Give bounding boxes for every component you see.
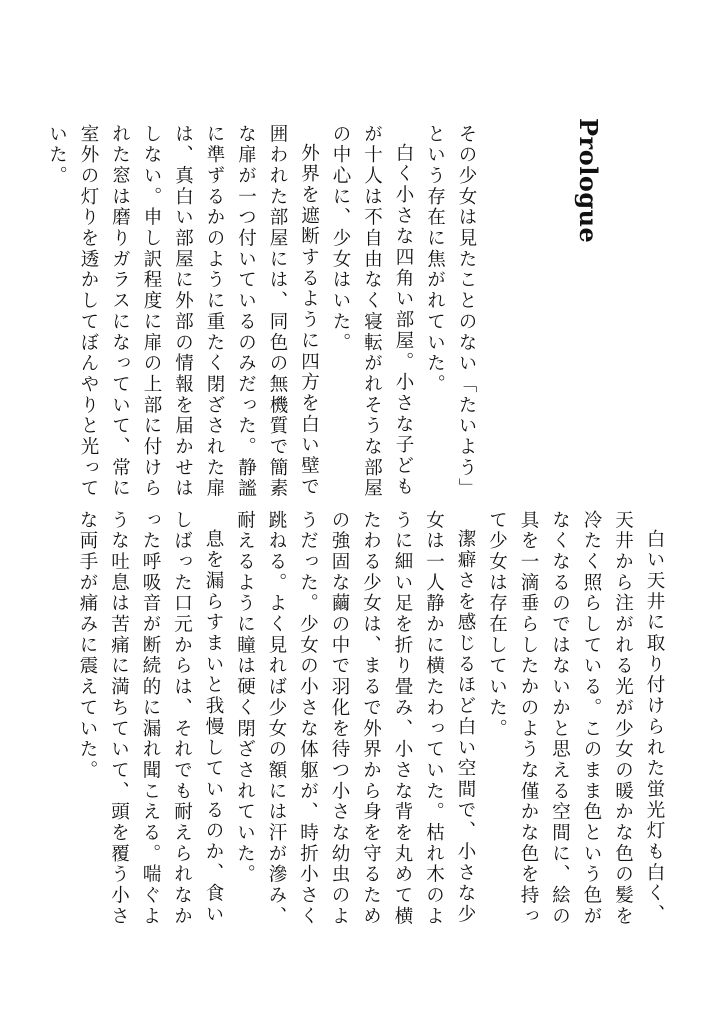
paragraph-5: 潔癖さを感じるほど白い空間で、小さな少女は一人静かに横たわっていた。枯れ木のように細い足を折り畳み、小さな背を丸めて横たわる少女は、まるで外界から身を守るための強固な繭の中で羽化を待つ小さな幼虫のようだった。少女の小さな体躯が、時折小さく跳ねる。よく見れば少女の額には汗が滲み、耐えるように瞳は硬く閉ざされていた。 xyxy=(234,510,476,927)
paragraph-6: 息を漏らすまいと我慢しているのか、食いしばった口元からは、それでも耐えられなかった呼吸音が断続的に漏れ聞こえる。喘ぐような吐息は苦痛に満ちていて、頭を覆う小さな両手が痛みに震えていた。 xyxy=(77,510,224,927)
paragraph-3: 外界を遮断するように四方を白い壁で囲われた部屋には、同色の無機質で簡素な扉が一つ付いているのみだった。静謐に準ずるかのように重たく閉ざされた扉は、真白い部屋に外部の情報を届かせはしない。申し訳程度に扉の上部に付けられた窓は磨りガラスになっていて、常に室外の灯りを透かしてぼんやりと光っていた。 xyxy=(46,124,320,500)
paragraph-4: 白い天井に取り付けられた蛍光灯も白く、天井から注がれる光が少女の暖かな色の髪を冷たく照らしている。このまま色という色がなくなるのではないかと思える空間に、絵の具を一滴垂らしたかのような僅かな色を持って少女は存在していた。 xyxy=(486,510,665,927)
text-block-top xyxy=(46,124,482,502)
paragraph-2: 白く小さな四角い部屋。小さな子どもが十人は不自由なく寝転がれそうな部屋の中心に、少女はいた。 xyxy=(330,124,414,500)
text-block-bottom xyxy=(70,510,670,940)
paragraph-1: その少女は見たことのない「たいよう」という存在に焦がれていた。 xyxy=(424,124,477,500)
chapter-heading: Prologue xyxy=(574,118,603,244)
